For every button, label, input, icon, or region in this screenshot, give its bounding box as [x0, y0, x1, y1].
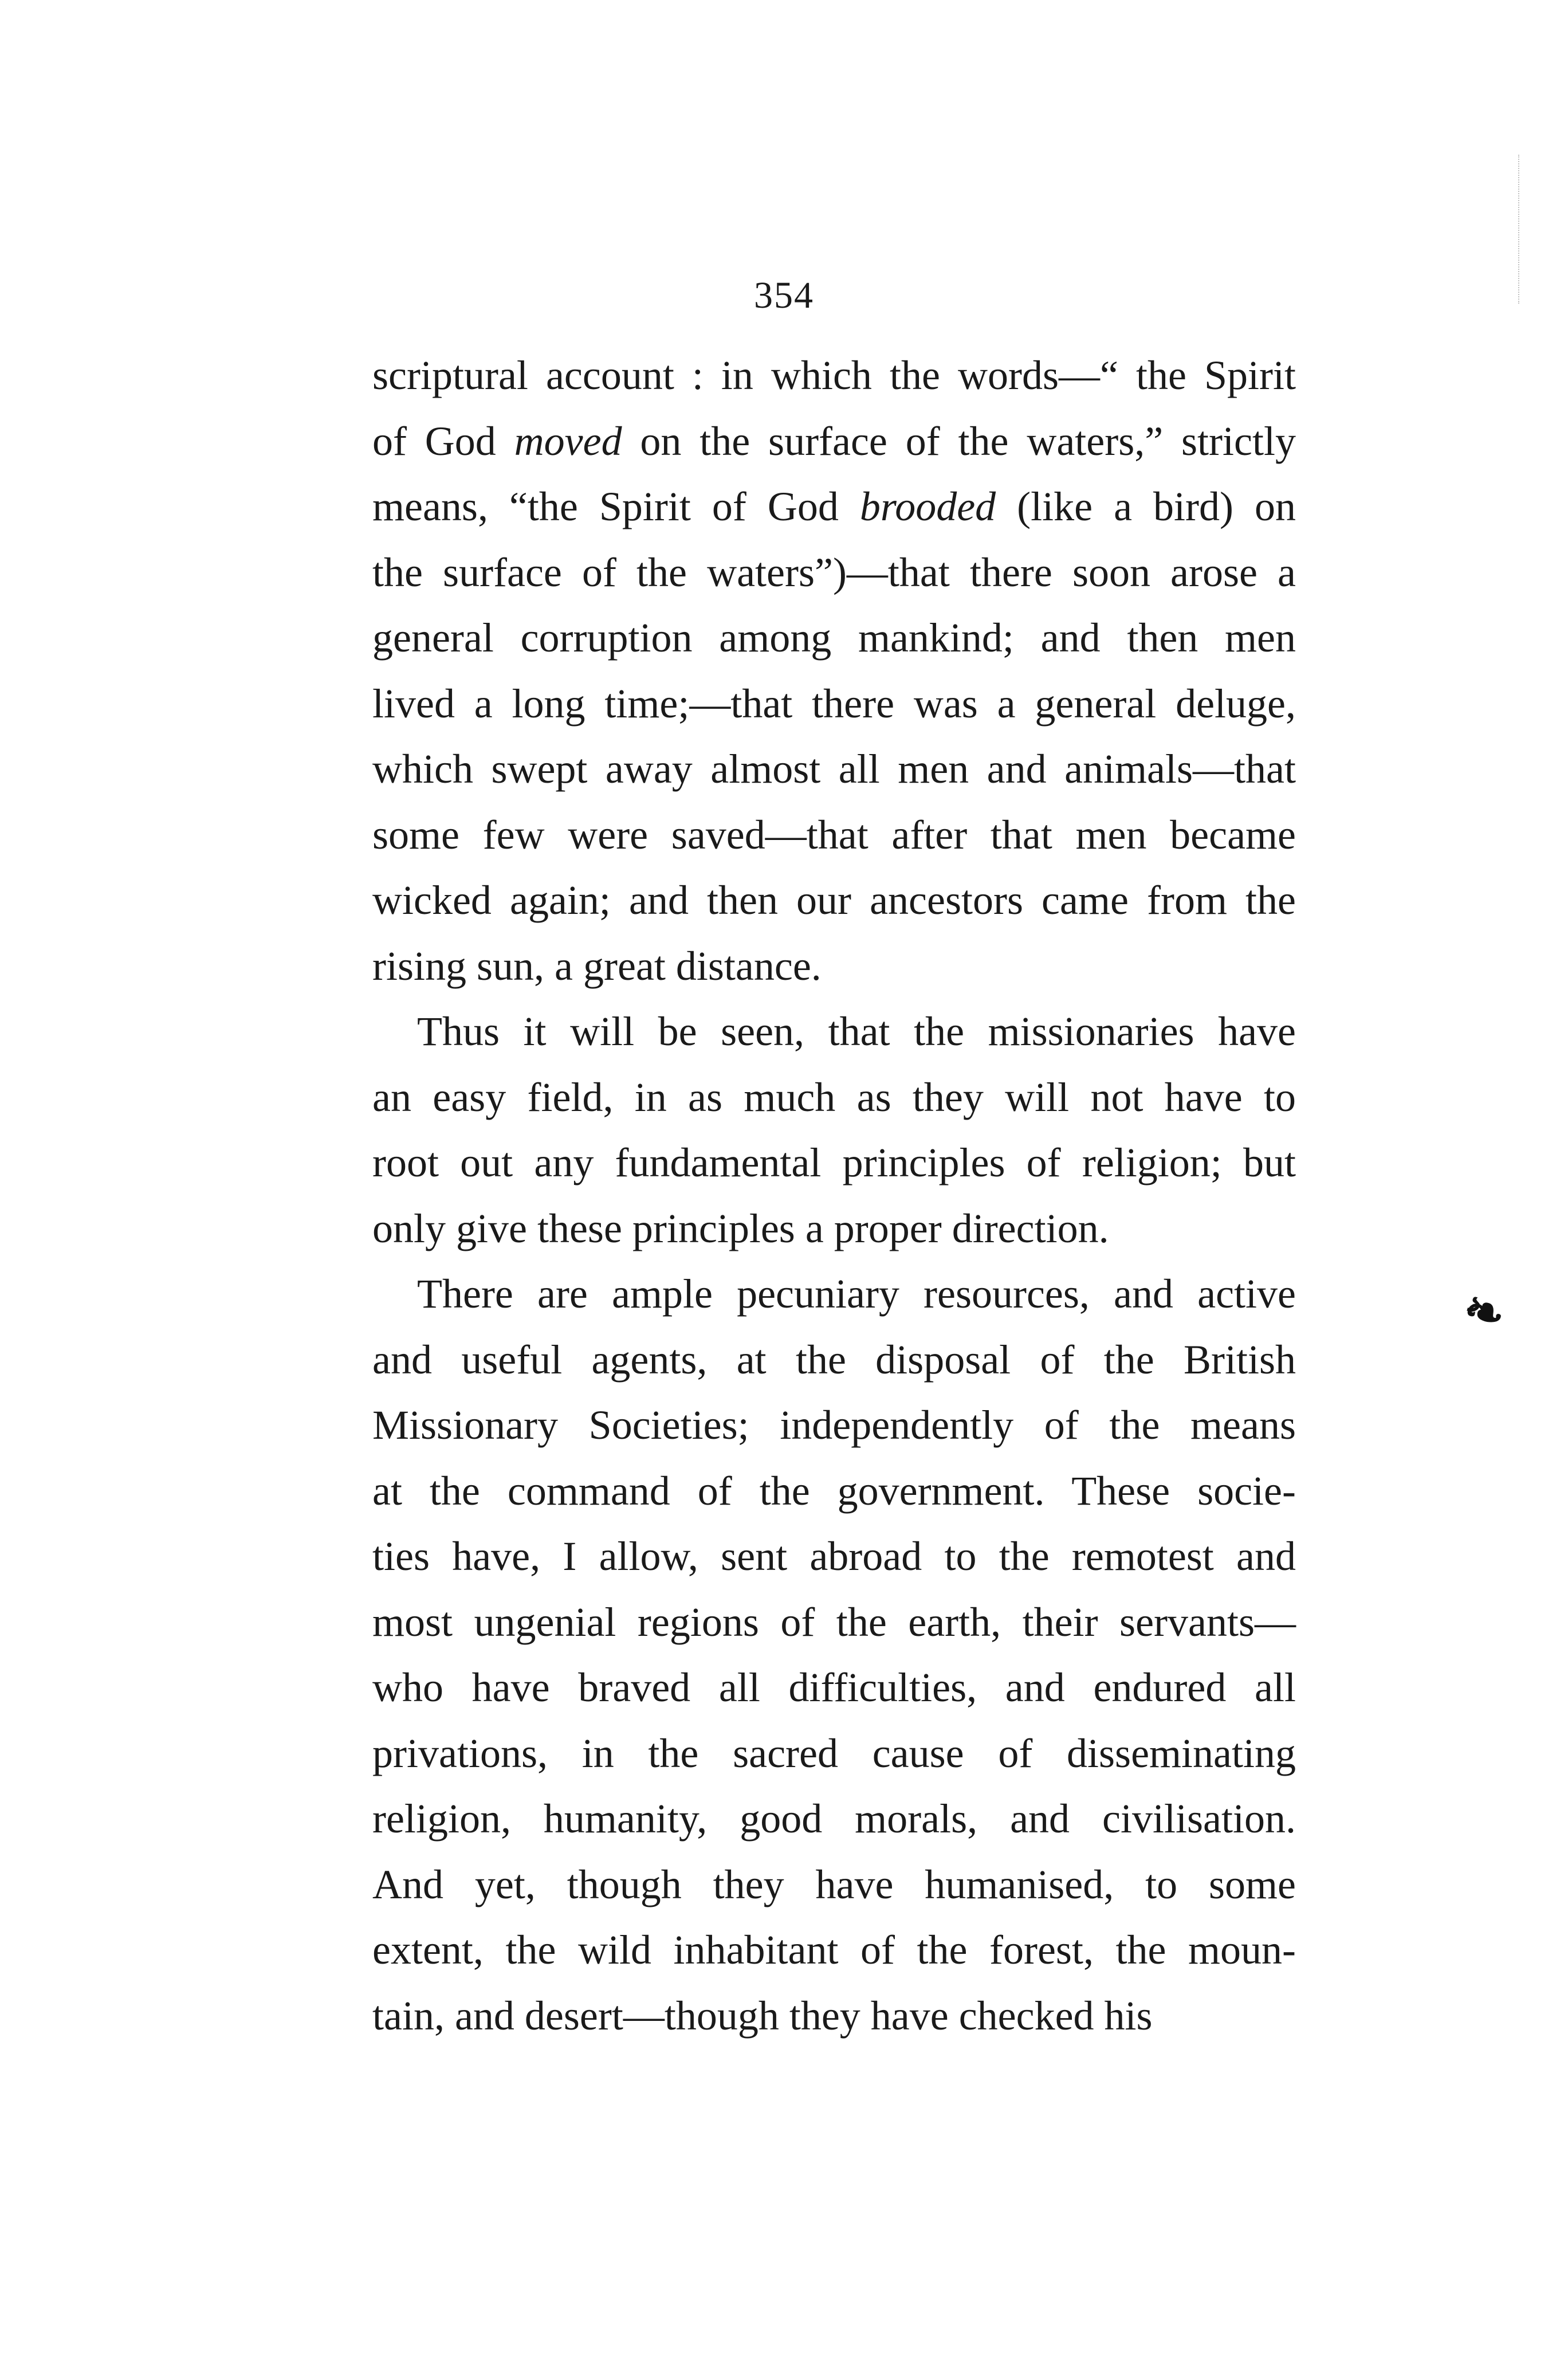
- italic-text: brooded: [859, 484, 996, 529]
- text-segment: who have braved all difficulties, and endured all: [372, 1665, 1296, 1710]
- text-line: [372, 1327, 1296, 1393]
- text-line: [372, 1721, 1296, 1787]
- text-segment: privations, in the sacred cause of disseminating: [372, 1730, 1296, 1776]
- text-segment: rising sun, a great distance.: [372, 943, 822, 989]
- text-line: [372, 343, 1296, 409]
- text-line: [372, 736, 1296, 802]
- text-line: [372, 867, 1296, 933]
- text-segment: and useful agents, at the disposal of the British: [372, 1336, 1296, 1383]
- text-segment: an easy field, in as much as they will not have to: [372, 1074, 1296, 1120]
- text-line: [372, 933, 1296, 999]
- text-segment: some few were saved—that after that men became: [372, 811, 1296, 858]
- paragraph: [372, 343, 1296, 999]
- text-segment: general corruption among mankind; and then men: [372, 615, 1296, 661]
- page-number: 354: [754, 274, 814, 316]
- text-segment: (like a bird) on: [996, 484, 1296, 529]
- text-segment: the surface of the waters”)—that there soon arose a: [372, 549, 1296, 595]
- text-line: [372, 999, 1296, 1065]
- text-line: [372, 1130, 1296, 1196]
- text-line: [372, 540, 1296, 606]
- text-segment: And yet, though they have humanised, to some: [372, 1861, 1296, 1907]
- text-segment: wicked again; and then our ancestors came from the: [372, 877, 1296, 923]
- text-line: [372, 1392, 1296, 1458]
- text-segment: root out any fundamental principles of religion; but: [372, 1140, 1296, 1185]
- text-line: [372, 605, 1296, 671]
- paragraph: [372, 1261, 1296, 2048]
- text-line: [372, 474, 1296, 540]
- margin-mark: ❧: [1457, 1281, 1512, 1344]
- text-line: [372, 1065, 1296, 1130]
- text-line: [372, 1786, 1296, 1852]
- text-line: [372, 1458, 1296, 1524]
- text-segment: ties have, I allow, sent abroad to the remotest and: [372, 1533, 1296, 1579]
- text-segment: There are ample pecuniary resources, and active: [417, 1271, 1296, 1317]
- text-segment: Missionary Societies; independently of the means: [372, 1402, 1296, 1448]
- text-line: [372, 671, 1296, 737]
- text-line: [372, 802, 1296, 868]
- text-segment: only give these principles a proper direction.: [372, 1205, 1109, 1251]
- text-line: [372, 1261, 1296, 1327]
- text-segment: which swept away almost all men and animals—that: [372, 746, 1296, 792]
- text-segment: means, “the Spirit of God: [372, 484, 860, 529]
- text-segment: Thus it will be seen, that the missionaries have: [417, 1008, 1296, 1054]
- text-line: [372, 409, 1296, 474]
- text-line: [372, 1524, 1296, 1589]
- text-line: [372, 1655, 1296, 1721]
- paragraph: [372, 999, 1296, 1261]
- text-segment: religion, humanity, good morals, and civilisation.: [372, 1796, 1296, 1842]
- text-line: [372, 1589, 1296, 1655]
- text-line: [372, 1196, 1296, 1262]
- text-segment: scriptural account : in which the words—“ the Spirit: [372, 352, 1296, 398]
- text-segment: most ungenial regions of the earth, their servants—: [372, 1599, 1296, 1645]
- text-segment: on the surface of the waters,” strictly: [622, 418, 1296, 464]
- text-segment: tain, and desert—though they have checked his: [372, 1992, 1153, 2039]
- text-line: [372, 1852, 1296, 1918]
- body-text: [372, 343, 1296, 2048]
- text-segment: lived a long time;—that there was a general deluge,: [372, 680, 1296, 727]
- edge-dots: [1518, 155, 1523, 304]
- italic-text: moved: [514, 418, 622, 464]
- text-segment: of God: [372, 418, 514, 464]
- text-segment: extent, the wild inhabitant of the forest, the moun-: [372, 1927, 1296, 1973]
- text-line: [372, 1917, 1296, 1983]
- text-segment: at the command of the government. These socie-: [372, 1467, 1296, 1514]
- text-line: [372, 1983, 1296, 2049]
